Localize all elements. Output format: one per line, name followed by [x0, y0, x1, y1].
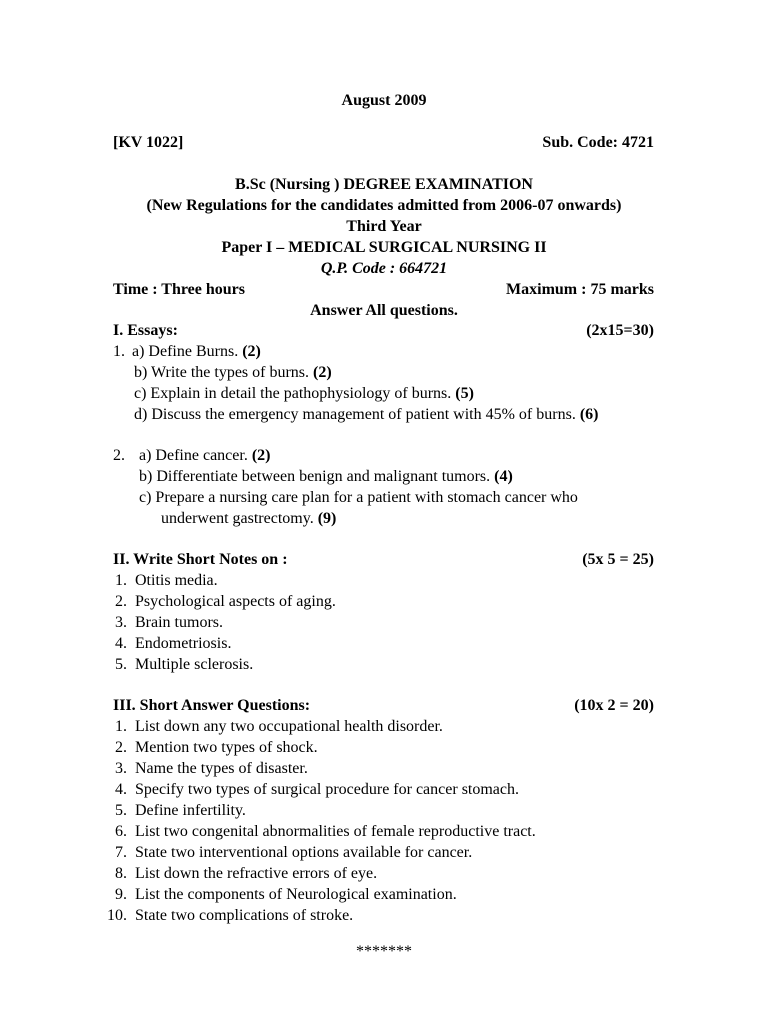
essay-subquestion: a) Define cancer. (2) — [139, 447, 271, 464]
question-number: 1. — [113, 343, 125, 360]
essay-subquestion: c) Prepare a nursing care plan for a patient with stomach cancer who — [139, 489, 578, 506]
end-of-paper-mark: ******* — [356, 943, 412, 960]
essay-subquestion-continuation: underwent gastrectomy. (9) — [161, 510, 337, 527]
list-item: 2. Mention two types of shock. — [115, 739, 318, 756]
year-label: Third Year — [346, 218, 422, 235]
degree-title: B.Sc (Nursing ) DEGREE EXAMINATION — [235, 176, 533, 193]
section-heading-short-answers: III. Short Answer Questions: — [113, 697, 311, 714]
list-item: 4. Specify two types of surgical procedure for cancer stomach. — [115, 781, 520, 798]
exam-date: August 2009 — [341, 92, 427, 109]
essay-subquestion: a) Define Burns. (2) — [132, 343, 261, 360]
section-marks-short-notes: (5x 5 = 25) — [582, 551, 654, 568]
qp-code: Q.P. Code : 664721 — [320, 260, 448, 277]
section-heading-essays: I. Essays: — [113, 322, 178, 339]
list-item: 1. Otitis media. — [115, 572, 218, 589]
list-item: 1. List down any two occupational health disorder. — [115, 718, 443, 735]
essay-subquestion: b) Differentiate between benign and malignant tumors. (4) — [139, 468, 513, 485]
section-marks-essays: (2x15=30) — [586, 322, 654, 339]
section-marks-short-answers: (10x 2 = 20) — [574, 697, 654, 714]
sub-code: Sub. Code: 4721 — [542, 134, 654, 151]
list-item: 3. Name the types of disaster. — [115, 760, 308, 777]
instruction: Answer All questions. — [310, 302, 458, 319]
essay-subquestion: c) Explain in detail the pathophysiology of burns. (5) — [134, 385, 474, 402]
essay-subquestion: d) Discuss the emergency management of patient with 45% of burns. (6) — [134, 406, 599, 423]
paper-code: [KV 1022] — [113, 134, 184, 151]
list-item: 8. List down the refractive errors of eye. — [115, 865, 378, 882]
list-item: 9. List the components of Neurological examination. — [115, 886, 457, 903]
paper-title: Paper I – MEDICAL SURGICAL NURSING II — [221, 239, 547, 256]
list-item: 6. List two congenital abnormalities of female reproductive tract. — [115, 823, 536, 840]
regulations-note: (New Regulations for the candidates admitted from 2006-07 onwards) — [146, 197, 622, 214]
list-item: 3. Brain tumors. — [115, 614, 223, 631]
list-item: 10. State two complications of stroke. — [107, 907, 354, 924]
section-heading-short-notes: II. Write Short Notes on : — [113, 551, 288, 568]
maximum-marks: Maximum : 75 marks — [506, 281, 654, 298]
list-item: 5. Multiple sclerosis. — [115, 656, 254, 673]
list-item: 7. State two interventional options available for cancer. — [115, 844, 473, 861]
question-number: 2. — [113, 447, 125, 464]
list-item: 2. Psychological aspects of aging. — [115, 593, 336, 610]
list-item: 5. Define infertility. — [115, 802, 246, 819]
time-allowed: Time : Three hours — [113, 281, 246, 298]
essay-subquestion: b) Write the types of burns. (2) — [134, 364, 332, 381]
list-item: 4. Endometriosis. — [115, 635, 232, 652]
